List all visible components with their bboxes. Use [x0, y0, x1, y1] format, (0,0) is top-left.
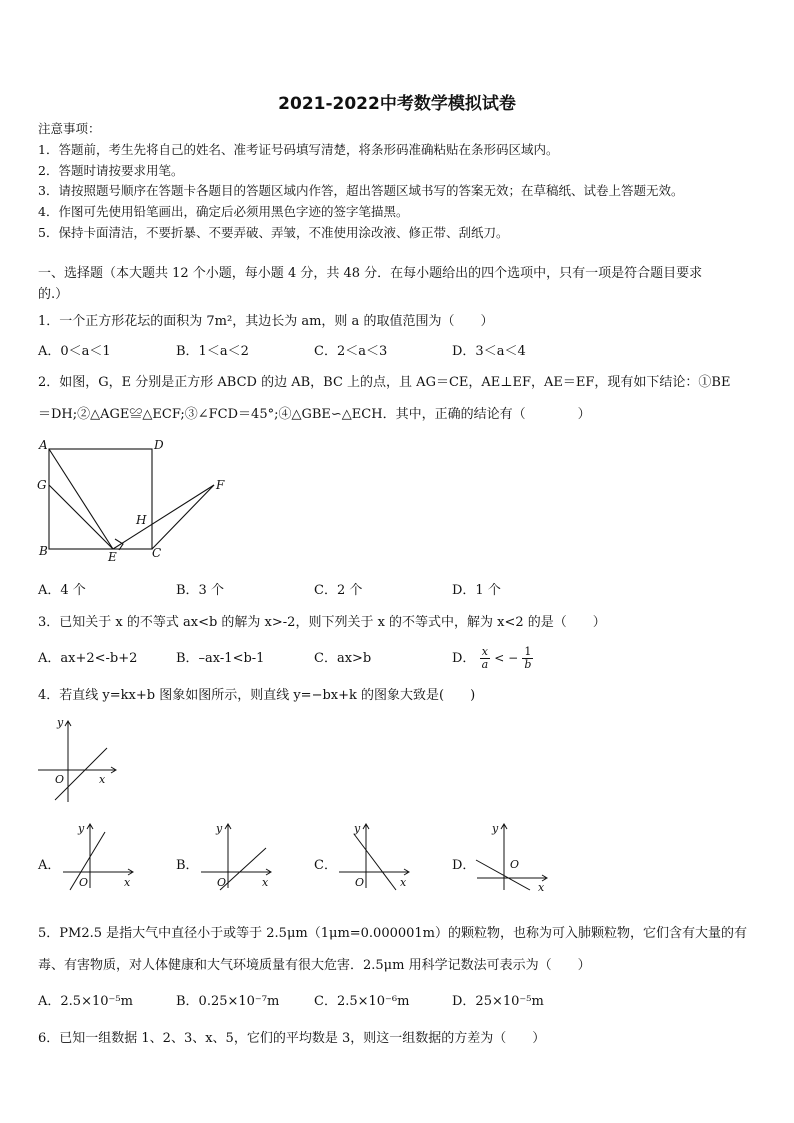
q2-option-a: A．4 个 — [38, 583, 86, 598]
q2-stem-line1: 2．如图，G，E 分别是正方形 ABCD 的边 AB，BC 上的点，且 AG＝CE，AE⊥EF，AE＝EF，现有如下结论：①BE — [38, 375, 731, 390]
q5-option-b: B．0.25×10⁻⁷m — [176, 994, 280, 1009]
q2-square-figure — [30, 435, 240, 565]
svg-text:x: x — [538, 881, 545, 892]
exam-title: 2021-2022中考数学模拟试卷 — [278, 94, 516, 114]
section-heading-line1: 一、选择题（本大题共 12 个小题，每小题 4 分，共 48 分．在每小题给出的四个选项中，只有一项是符合题目要求 — [38, 266, 703, 281]
q5-stem-line2: 毒、有害物质，对人体健康和大气环境质量有很大危害．2.5μm 用科学记数法可表示为（ ） — [38, 958, 591, 973]
fraction-x-over-a: $\frac{x}{a}$ — [481, 645, 489, 671]
notice-item-4: 4．作图可先使用铅笔画出，确定后必须用黑色字迹的签字笔描黑。 — [38, 204, 409, 219]
notice-item-3: 3．请按照题号顺序在答题卡各题目的答题区域内作答，超出答题区域书写的答案无效；在草稿纸、试卷上答题无效。 — [38, 183, 684, 198]
svg-text:O: O — [79, 876, 89, 889]
q2-option-d: D．1 个 — [452, 583, 501, 598]
segment-cf — [152, 485, 214, 549]
q5-stem-line1: 5．PM2.5 是指大气中直径小于或等于 2.5μm（1μm=0.000001m）的颗粒物，也称为可入肺颗粒物，它们含有大量的有 — [38, 926, 748, 941]
q4-option-a-graph — [60, 820, 140, 892]
notice-item-1: 1．答题前，考生先将自己的姓名、准考证号码填写清楚，将条形码准确粘贴在条形码区域内。 — [38, 142, 559, 157]
q4-option-b-label: B． — [176, 858, 199, 873]
notice-heading: 注意事项： — [38, 121, 101, 136]
label-a: A — [39, 438, 48, 452]
q4-option-a-label: A． — [38, 858, 61, 873]
q1-option-b: B．1＜a＜2 — [176, 344, 249, 359]
svg-text:O: O — [217, 876, 227, 889]
q4-option-c-label: C． — [314, 858, 337, 873]
q1-option-c: C．2＜a＜3 — [314, 344, 388, 359]
svg-text:y: y — [354, 822, 361, 835]
q4-stem: 4．若直线 y=kx+b 图象如图所示，则直线 y=−bx+k 的图象大致是( ) — [38, 688, 476, 703]
axis-x-label: x — [99, 773, 106, 786]
q3-option-c: C．ax>b — [314, 651, 372, 666]
q4-option-b-graph — [198, 820, 278, 892]
segment-ge — [49, 485, 113, 549]
svg-text:y: y — [492, 822, 499, 835]
segment-ae — [49, 449, 113, 549]
q5-option-c: C．2.5×10⁻⁶m — [314, 994, 410, 1009]
axis-y-label: y — [57, 716, 64, 729]
fraction-1-over-b: $\frac{1}{b}$ — [524, 645, 532, 671]
svg-text:x: x — [262, 876, 269, 889]
svg-text:O: O — [355, 876, 365, 889]
notice-item-5: 5．保持卡面清洁，不要折暴、不要弄破、弄皱，不准使用涂改液、修正带、刮纸刀。 — [38, 225, 509, 240]
q4-option-d-graph — [474, 820, 554, 892]
notice-item-2: 2．答题时请按要求用笔。 — [38, 163, 184, 178]
q2-stem-line2: ＝DH;②△AGE≌△ECF;③∠FCD＝45°;④△GBE∽△ECH．其中，正确的结论有（ ） — [38, 407, 591, 422]
q1-option-d: D．3＜a＜4 — [452, 344, 526, 359]
q6-stem: 6．已知一组数据 1、2、3、x、5，它们的平均数是 3，则这一组数据的方差为（ ） — [38, 1031, 546, 1046]
label-b: B — [39, 544, 48, 558]
svg-text:x: x — [124, 876, 131, 889]
label-e: E — [108, 550, 117, 564]
q3-option-a: A．ax+2<-b+2 — [38, 651, 138, 666]
q2-option-c: C．2 个 — [314, 583, 363, 598]
right-angle-mark — [115, 539, 123, 550]
label-g: G — [37, 478, 47, 492]
svg-text:O: O — [510, 858, 520, 871]
svg-text:y: y — [78, 822, 85, 835]
q3-option-d — [452, 640, 533, 677]
q4-option-d-label: D． — [452, 858, 476, 873]
svg-text:x: x — [400, 876, 407, 889]
segment-ef — [113, 485, 214, 549]
less-than-minus: < − — [494, 651, 519, 665]
svg-text:y: y — [216, 822, 223, 835]
q1-option-a: A．0＜a＜1 — [38, 344, 111, 359]
q3-option-b: B．–ax-1<b-1 — [176, 651, 265, 666]
label-c: C — [152, 546, 162, 560]
q4-option-c-graph — [336, 820, 416, 892]
q3-option-d-label: D． — [452, 651, 476, 666]
label-f: F — [216, 478, 225, 492]
label-h: H — [136, 513, 147, 527]
q5-option-a: A．2.5×10⁻⁵m — [38, 994, 133, 1009]
label-d: D — [154, 438, 164, 452]
section-heading-line2: 的.） — [38, 287, 69, 302]
q5-option-d: D．25×10⁻⁵m — [452, 994, 544, 1009]
origin-label: O — [55, 773, 65, 786]
q4-given-graph — [35, 712, 125, 807]
q2-option-b: B．3 个 — [176, 583, 224, 598]
q3-stem: 3．已知关于 x 的不等式 ax<b 的解为 x>-2，则下列关于 x 的不等式中，解为 x<2 的是（ ） — [38, 615, 606, 630]
q1-stem: 1．一个正方形花坛的面积为 7m²，其边长为 am，则 a 的取值范围为（ ） — [38, 314, 494, 329]
